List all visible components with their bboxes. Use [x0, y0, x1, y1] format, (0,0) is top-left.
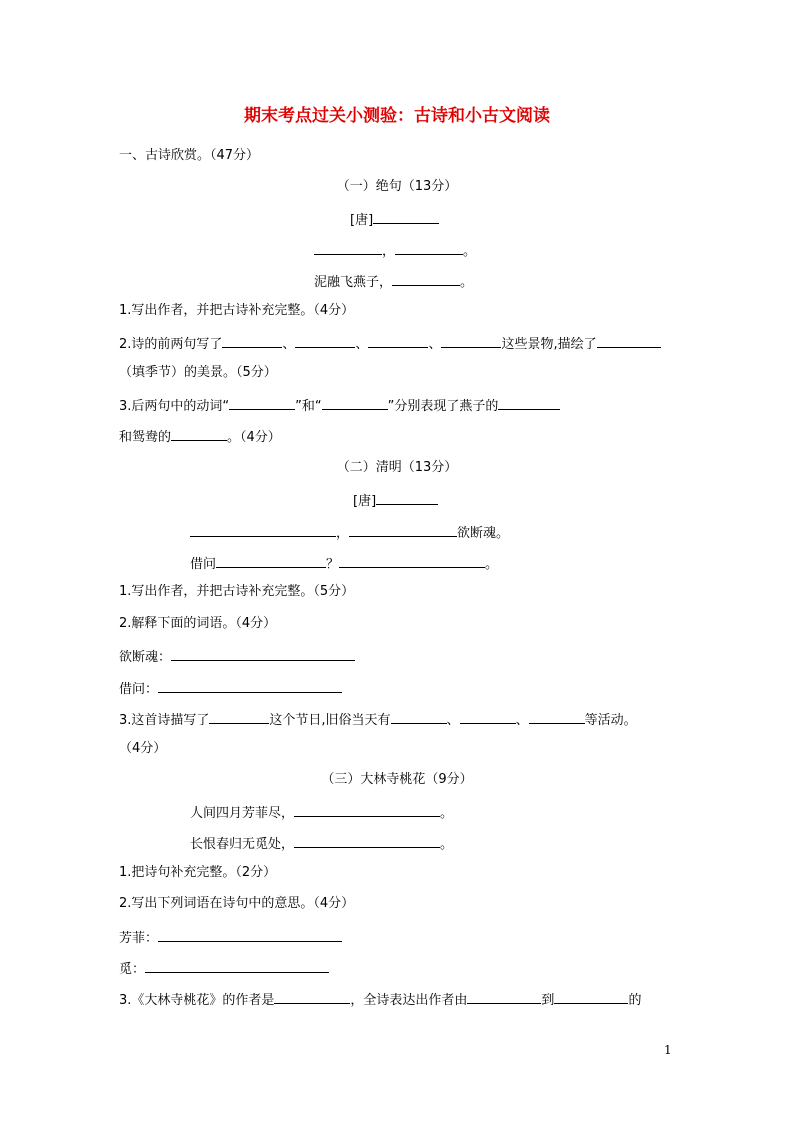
- poem2-dynasty: [唐]: [353, 494, 377, 509]
- poem1-question2: [119, 332, 661, 352]
- question-mark: ？: [326, 557, 340, 572]
- q-text: ”分别表现了燕子的: [387, 399, 499, 414]
- poem1-line2-text: 泥融飞燕子，: [314, 275, 393, 290]
- answer-blank[interactable]: [209, 708, 269, 724]
- poem3-question1: 1.把诗句补充完整。（2分）: [119, 865, 277, 880]
- answer-blank[interactable]: [460, 708, 516, 724]
- poem3-question3: [119, 988, 641, 1008]
- answer-blank[interactable]: [554, 988, 628, 1004]
- poem3-line2-blank[interactable]: [294, 832, 440, 848]
- poem2-line2: [190, 552, 498, 572]
- answer-blank[interactable]: [295, 332, 355, 348]
- q-text: 这些景物,描绘了: [501, 337, 597, 352]
- poem1-heading: （一）绝句（13分）: [336, 179, 458, 194]
- poem1-line2: [314, 270, 473, 290]
- poem1-dynasty: [唐]: [350, 213, 374, 228]
- period: 。: [440, 806, 454, 821]
- word-label: 欲断魂：: [119, 650, 172, 665]
- q-text: ”和“: [295, 399, 322, 414]
- period: 。: [463, 244, 477, 259]
- answer-blank[interactable]: [274, 988, 350, 1004]
- poem2-heading: （二）清明（13分）: [336, 460, 458, 475]
- q-text: 到: [541, 993, 555, 1008]
- q-text: 3.这首诗描写了: [119, 713, 210, 728]
- period: 。: [440, 837, 454, 852]
- q-text: 2.诗的前两句写了: [119, 337, 223, 352]
- poem3-word1: [119, 926, 342, 946]
- poem3-line1-text: 人间四月芳菲尽，: [190, 806, 295, 821]
- poem1-line1-blank-b[interactable]: [395, 239, 463, 255]
- q-text: 的: [628, 993, 642, 1008]
- poem1-line1-blank-a[interactable]: [314, 239, 382, 255]
- page-title: 期末考点过关小测验：古诗和小古文阅读: [244, 106, 550, 126]
- poem3-word2: [119, 957, 329, 977]
- q-text: 3.后两句中的动词“: [119, 399, 230, 414]
- poem2-question1: 1.写出作者，并把古诗补充完整。（5分）: [119, 584, 355, 599]
- section-heading: 一、古诗欣赏。（47分）: [119, 148, 260, 163]
- answer-blank[interactable]: [368, 332, 428, 348]
- poem1-question3-cont: [119, 425, 281, 445]
- poem3-line1: [190, 801, 453, 821]
- answer-blank[interactable]: [171, 425, 227, 441]
- period: 。: [485, 557, 499, 572]
- poem1-dynasty-line: [350, 208, 439, 228]
- answer-blank[interactable]: [597, 332, 661, 348]
- answer-blank[interactable]: [498, 394, 560, 410]
- poem3-line1-blank[interactable]: [294, 801, 440, 817]
- sep: 、: [355, 337, 369, 352]
- poem1-question3: [119, 394, 560, 414]
- poem2-line1-blank-a[interactable]: [190, 521, 336, 537]
- q-text: 等活动。: [584, 713, 637, 728]
- answer-blank[interactable]: [529, 708, 585, 724]
- poem2-line2-blank-b[interactable]: [339, 552, 485, 568]
- word-label: 芳菲：: [119, 931, 159, 946]
- answer-blank[interactable]: [171, 645, 355, 661]
- q-text: ，全诗表达出作者由: [350, 993, 468, 1008]
- sep: 、: [446, 713, 460, 728]
- poem3-question2: 2.写出下列词语在诗句中的意思。（4分）: [119, 896, 355, 911]
- answer-blank[interactable]: [145, 957, 329, 973]
- page-number: 1: [664, 1043, 672, 1057]
- sep: 、: [282, 337, 296, 352]
- poem2-question3: [119, 708, 637, 728]
- answer-blank[interactable]: [322, 394, 388, 410]
- poem2-word2: [119, 677, 342, 697]
- period: 。: [460, 275, 474, 290]
- sep: 、: [515, 713, 529, 728]
- poem1-line1: [314, 239, 476, 259]
- word-label: 觅：: [119, 962, 146, 977]
- q-text: 3.《大林寺桃花》的作者是: [119, 993, 275, 1008]
- word-label: 借问：: [119, 682, 159, 697]
- poem2-author-blank[interactable]: [376, 489, 438, 505]
- poem2-line2-blank-a[interactable]: [216, 552, 326, 568]
- poem1-author-blank[interactable]: [373, 208, 439, 224]
- poem1-line2-blank[interactable]: [392, 270, 460, 286]
- answer-blank[interactable]: [441, 332, 501, 348]
- answer-blank[interactable]: [158, 926, 342, 942]
- answer-blank[interactable]: [229, 394, 295, 410]
- poem2-word1: [119, 645, 355, 665]
- poem1-question1: 1.写出作者，并把古诗补充完整。（4分）: [119, 303, 355, 318]
- q-text: 和鸳鸯的: [119, 430, 172, 445]
- answer-blank[interactable]: [222, 332, 282, 348]
- sep: 、: [428, 337, 442, 352]
- poem2-line1-blank-b[interactable]: [349, 521, 457, 537]
- q-text: 这个节日,旧俗当天有: [269, 713, 391, 728]
- poem2-question3-cont: （4分）: [119, 741, 167, 756]
- poem3-line2-text: 长恨春归无觅处，: [190, 837, 295, 852]
- poem2-line1: [190, 521, 509, 541]
- poem1-question2-cont: （填季节）的美景。（5分）: [119, 365, 277, 380]
- answer-blank[interactable]: [467, 988, 541, 1004]
- poem2-dynasty-line: [353, 489, 438, 509]
- answer-blank[interactable]: [158, 677, 342, 693]
- comma: ，: [382, 244, 396, 259]
- answer-blank[interactable]: [391, 708, 447, 724]
- comma: ，: [336, 526, 350, 541]
- poem2-question2: 2.解释下面的词语。（4分）: [119, 616, 277, 631]
- q-text: 。（4分）: [227, 430, 281, 445]
- poem2-line2-text: 借问: [190, 557, 217, 572]
- poem2-line1-end: 欲断魂。: [457, 526, 510, 541]
- poem3-heading: （三）大林寺桃花（9分）: [321, 772, 473, 787]
- poem3-line2: [190, 832, 453, 852]
